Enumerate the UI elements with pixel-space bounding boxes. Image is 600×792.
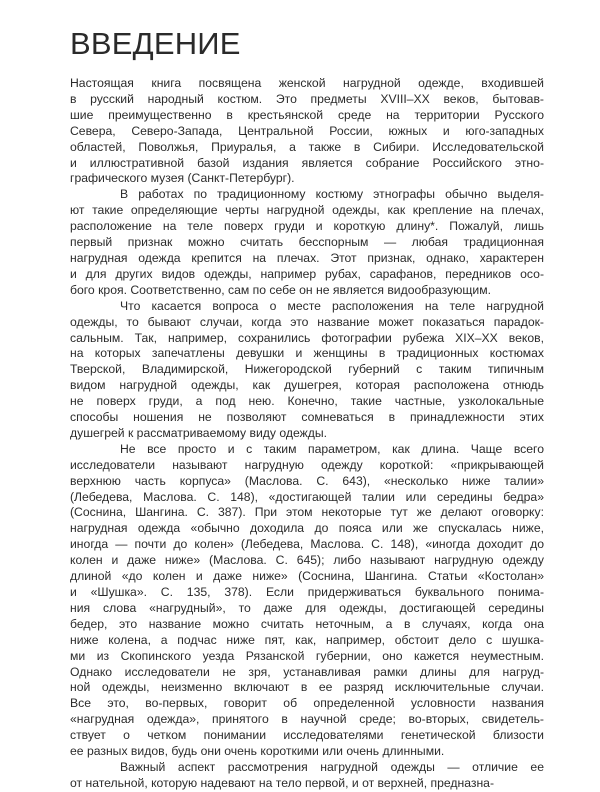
text-line: не поверх груди, а под нею. Конечно, такие частные, узколокальные: [70, 394, 544, 409]
text-line: Важный аспект рассмотрения нагрудной одежды — отличие ее: [120, 759, 544, 774]
body-paragraph: [70, 760, 544, 792]
text-line: Настоящая книга посвящена женской нагрудной одежде, входившей: [70, 76, 544, 90]
text-line: ют такие определяющие черты нагрудной одежды, как крепление на плечах,: [70, 203, 544, 218]
text-line: бого кроя. Соответственно, сам по себе он не является видообразующим.: [70, 282, 491, 297]
body-paragraph: [70, 299, 544, 442]
text-line: иногда — почти до колен» (Лебедева, Маслова. С. 148), «иногда доходит до: [70, 537, 544, 552]
text-line: бедер, это название можно считать неточным, а в случаях, когда она: [70, 616, 544, 631]
text-line: расположение на теле поверх груди и короткую длину*. Пожалуй, лишь: [70, 219, 544, 234]
text-line: шие преимущественно в крестьянской среде на территории Русского: [70, 107, 544, 122]
text-line: одежды, то бывают случаи, когда это название может показаться парадок-: [70, 314, 544, 329]
text-line: графического музея (Санкт-Петербург).: [70, 171, 295, 186]
text-line: способы ношения не позволяют сомневаться в принадлежности этих: [70, 410, 544, 425]
text-line: верхнюю часть корпуса» (Маслова. С. 643), «несколько ниже талии»: [70, 473, 544, 488]
document-body: [70, 76, 544, 792]
text-line: В работах по традиционному костюму этнографы обычно выделя-: [120, 187, 544, 202]
body-paragraph: [70, 187, 544, 298]
text-line: сальным. Так, например, сохранились фотографии рубежа XIX–XX веков,: [70, 330, 544, 345]
text-line: «нагрудная одежда», принятого в научной среде; во-вторых, свидетель-: [70, 712, 544, 727]
text-line: исследователи называют нагрудную одежду короткой: «прикрывающей: [70, 457, 544, 472]
text-line: и иллюстративной базой издания является собрание Российского этно-: [70, 155, 544, 170]
text-line: на которых запечатлены девушки и женщины в традиционных костюмах: [70, 346, 544, 361]
text-line: душегрей к рассматриваемому виду одежды.: [70, 425, 328, 440]
text-line: первый признак можно считать бесспорным — любая традиционная: [70, 235, 544, 250]
text-line: нагрудная одежда крепится на плечах. Этот признак, однако, характерен: [70, 250, 544, 265]
text-line: колен и даже ниже» (Маслова. С. 645); либо называют нагрудную одежду: [70, 553, 544, 568]
page-title: ВВЕДЕНИЕ: [70, 26, 241, 61]
text-line: ной одежды, неизменно включают в ее разряд исключительные случаи.: [70, 680, 544, 695]
text-line: (Лебедева, Маслова. С. 148), «достигающей талии или середины бедра»: [70, 489, 544, 504]
text-line: и для других видов одежды, например рубах, сарафанов, передников осо-: [70, 266, 544, 281]
text-line: Не все просто и с таким параметром, как длина. Чаще всего: [120, 441, 544, 456]
text-line: в русский народный костюм. Это предметы XVIII–XX веков, бытовав-: [70, 91, 544, 106]
text-line: областей, Поволжья, Приуралья, а также в Сибири. Исследовательской: [70, 139, 544, 154]
text-line: Однако исследователи не зря, устанавливая рамки длины для нагруд-: [70, 664, 544, 679]
text-line: Севера, Северо-Запада, Центральной России, южных и юго-западных: [70, 123, 544, 138]
text-line: длиной «до колен и даже ниже» (Соснина, Шангина. Статьи «Костолан»: [70, 569, 544, 584]
text-line: ми из Скопинского уезда Рязанской губернии, оно кажется неуместным.: [70, 648, 544, 663]
body-paragraph: [70, 442, 544, 760]
text-line: и «Шушка». С. 135, 378). Если придерживаться буквального понима-: [70, 585, 544, 599]
text-line: Что касается вопроса о месте расположения на теле нагрудной: [120, 298, 544, 313]
text-line: ниже колена, а подчас ниже пят, как, например, обстоит дело с шушка-: [70, 632, 544, 647]
text-line: Все это, во-первых, говорит об определенной условности названия: [70, 696, 544, 711]
text-line: (Соснина, Шангина. С. 387). При этом некоторые тут же делают оговорку:: [70, 505, 544, 520]
body-paragraph: [70, 76, 544, 187]
text-line: нагрудная одежда «обычно доходила до пояса или же спускалась ниже,: [70, 521, 544, 536]
text-line: ствует о четком понимании исследователями генетической близости: [70, 728, 544, 743]
text-line: ния слова «нагрудный», то даже для одежды, достигающей середины: [70, 600, 544, 615]
text-line: Тверской, Владимирской, Нижегородской губерний с таким типичным: [70, 362, 544, 377]
text-line: ее разных видов, будь они очень короткими или очень длинными.: [70, 744, 445, 759]
text-line: видом нагрудной одежды, как душегрея, которая расположена отнюдь: [70, 378, 544, 393]
text-line: от нательной, которую надевают на тело первой, и от верхней, предназна-: [70, 775, 495, 790]
